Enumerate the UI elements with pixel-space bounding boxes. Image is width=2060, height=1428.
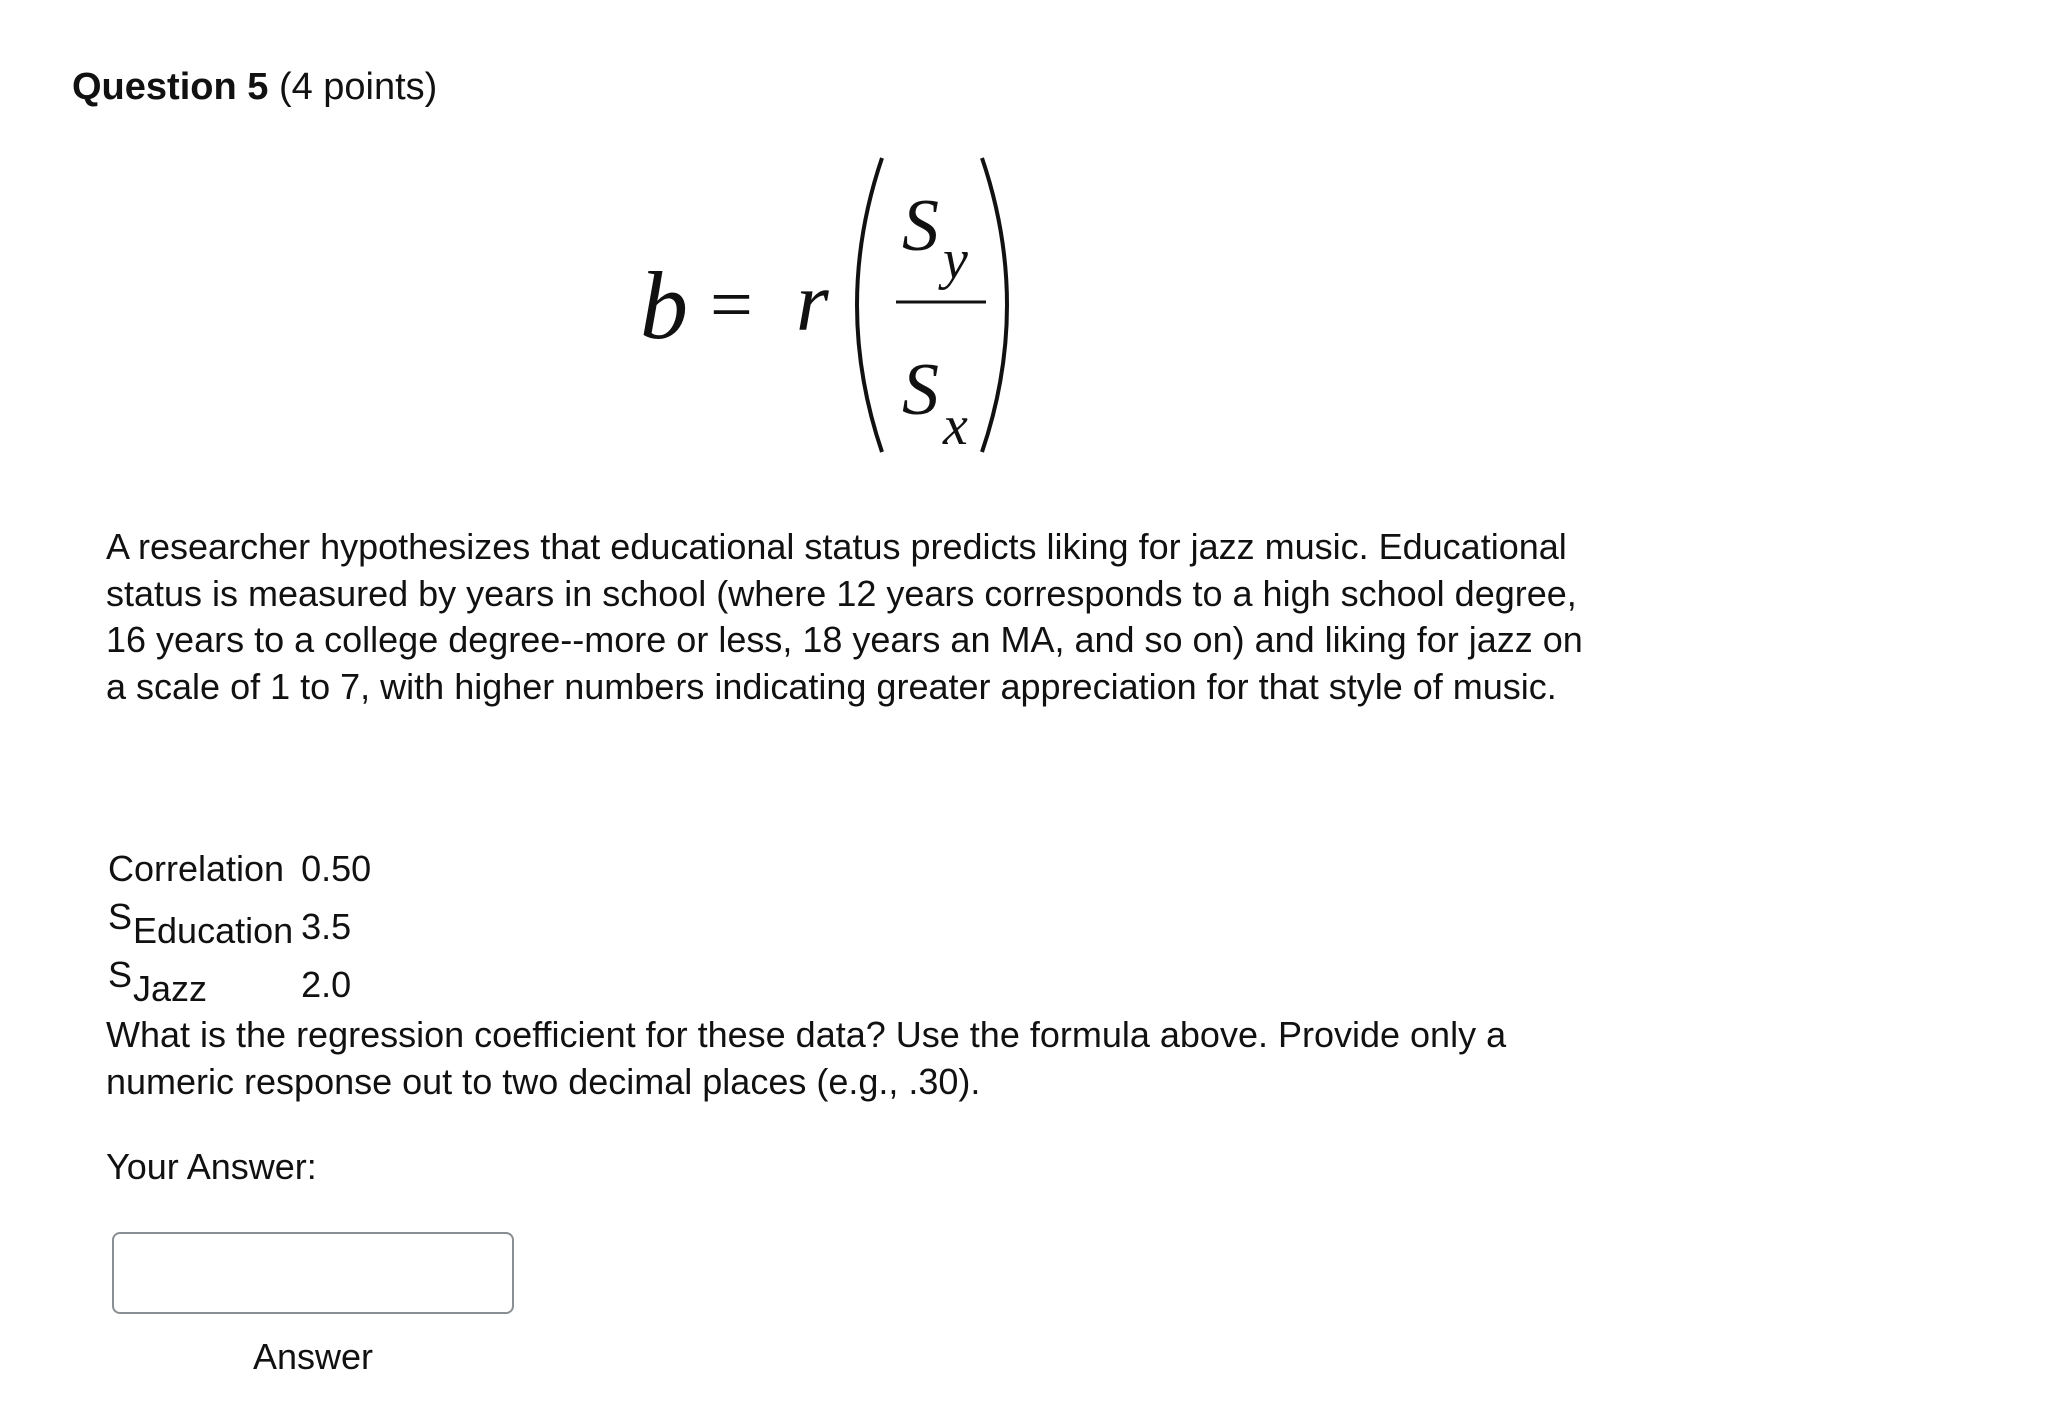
formula-lhs: b	[640, 252, 688, 359]
formula-denominator-sub: x	[943, 395, 968, 457]
s-jazz-label-cell	[108, 956, 301, 1014]
question-prompt: What is the regression coefficient for these data? Use the formula above. Provide only a numeric response out to two decimal places (e.g., .30).	[106, 1014, 1507, 1102]
formula-coef: r	[796, 256, 829, 349]
formula-left-paren	[857, 158, 882, 452]
formula-denominator-symbol: S	[902, 349, 939, 431]
s-jazz-label: Jazz	[133, 968, 208, 1009]
stats-row-correlation	[108, 840, 371, 898]
statistics-table	[108, 840, 371, 1014]
answer-input[interactable]	[112, 1232, 514, 1314]
formula-right-paren	[982, 158, 1007, 452]
question-passage: A researcher hypothesizes that educational status predicts liking for jazz music. Educational status is measured by years in school (where 12 years corresponds to a high school degree, 16 years to a college degree--more or less, 18 years an MA, and so on) and liking for jazz on a scale of 1 to 7, with higher numbers indicating greater appreciation for that style of music.	[106, 526, 1583, 707]
s-education-symbol: S	[108, 896, 133, 937]
question-title: Question 5	[72, 66, 269, 108]
formula-graphic	[620, 150, 1040, 470]
s-education-value: 3.5	[301, 906, 352, 947]
stats-row-s-education	[108, 898, 371, 956]
correlation-label: Correlation	[108, 848, 285, 889]
question-points: (4 points)	[278, 66, 438, 108]
your-answer-label: Your Answer:	[106, 1146, 317, 1187]
correlation-value: 0.50	[301, 848, 372, 889]
regression-formula	[620, 150, 1040, 470]
s-education-label: Education	[133, 910, 294, 951]
answer-caption: Answer	[252, 1336, 374, 1377]
question-header	[72, 62, 437, 112]
formula-equals: =	[710, 263, 753, 347]
formula-numerator-sub: y	[943, 229, 968, 291]
s-jazz-value: 2.0	[301, 964, 352, 1005]
formula-numerator-symbol: S	[902, 185, 939, 267]
s-jazz-symbol: S	[108, 954, 133, 995]
stats-row-s-jazz	[108, 956, 371, 1014]
s-education-label-cell	[108, 898, 301, 956]
